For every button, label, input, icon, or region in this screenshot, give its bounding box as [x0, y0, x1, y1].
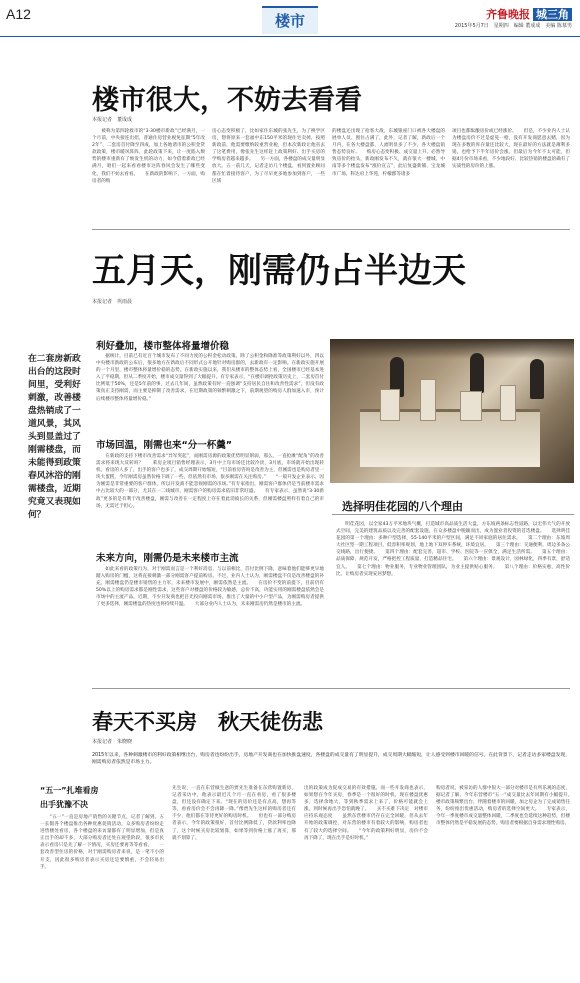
article3-column-1: “五一”一直是房地产销售的关键节点，记者了解到，五一长假各个楼盘推出各种优惠促销活动，众多购房者纷纷走进售楼处看房，各个楼盘的来访量都有了明显增加，但是真正出手的却不多，大部分购房者还处在观望阶段，很多市民表示看房只是先了解一下情况，买房还要再等等看看。 一套改善型住房的价格，对于刚需购房者来说，是一笔不小的开支，因此很多购房者表示买房还是要慎重，不会轻易出手。: [40, 815, 164, 870]
page-header: [0, 0, 580, 40]
article3-byline: 本报记者 朱晓晓: [92, 739, 133, 745]
article3-subhead-b: 出手犹豫不决: [40, 800, 88, 809]
article2-section-2-text: 在新政的支持下楼市改善需求“异军突起”，而刚需房源的政策优势明显削弱，那么，一直抢滩“配角”的改善需求将来现大反转吗？ 莱房企项目销售经理表示，3月中上旬市场还比较冷淡，3月底，市场就开始出现转机，看房的人多了，出手的客户也多了，成交周期开始缩短，“目前看房咨询是改善为主，但刚需也是购房者里一块大蛋糕，今年刚需房虽然价格下调了一些，但依然有市场，很多刚需在关注购房。” “一般开发企业表示，因为刚需是非常重要的客户群体，所以开发商不能忽视刚需的市场。”有专家指出，刚需客户群体仍是当前楼市需求中占比较大的一部分，尤其在一二线城市，刚需客户的购房需求依旧非常旺盛。 有专家表示，虽然说“3·30新政”更多的是有利于改善楼盘，刚需与改善在一定程度上存在着此消彼长的关系，但刚需楼盘照样有着自己的市场，无需过于担心。: [96, 454, 324, 509]
article2-subhead-1: 利好叠加，楼市整体将量增价稳: [96, 341, 230, 352]
page-number: A12: [6, 6, 31, 22]
article3-headline: 春天不买房 秋天徒伤悲: [92, 709, 323, 734]
article1-column-1: 被称为第四轮救市的“3·30楼市新政”已经满月，一个月前，中央接连出招，普通住房营业税免征期“5年改2年”、二套房首付降至四成，加上各地诸市的公积金贷款政策，楼市暖风阵阵，此轮政策下来，让一度陷入颓势的楼市重新有了焕发生机的动力，如今借着新政已经满月，咱们一起来看看楼市这阵春风会发生了哪些变化，我们不妨去看看。 在新政的影响下，一方面，购房者的购: [92, 129, 205, 184]
divider: [92, 229, 570, 230]
article2-byline: 本报记者 巩雨晨: [92, 299, 133, 305]
section-title: 楼市: [262, 6, 318, 34]
article3-column-4: 购房者说，被采访的人群中很大一部分对楼市是有所乐观的态度，据记者了解，今年东营楼市“五一”成交量比去年同期有小幅提升。 楼市政策频繁出台，伴随着楼市的回暖，加之房企为了完成销售任务，纷纷推出优惠活动，购房者的选择空间更大。 专家表示，今年一季度楼市成交量整体回暖，二季度也会延续这种趋势，但楼市整体仍然是平稳发展的态势，购房者要根据自身需求理性购房。: [436, 786, 580, 827]
article3-lead: 2015年以来，各种刺激楼市的利好政策相继出台，购房者也纷纷出手，房地产开发商也在加快推盘速度，各楼盘的成交量有了明显提升，成交周期大幅缩短，让人感受到楼市回暖的信号。在此背景下，记者走访多家楼盘发现，刚需购房者依然是市场主力。: [92, 753, 570, 766]
newspaper-logo: 齐鲁晚报 城三角: [486, 6, 572, 22]
article2-pull-quote: 在二套房新政出台的这段时间里，受利好刺激，改善楼盘热销成了一道风景，其风头到显盖过了刚需楼盘，而未能得到政策春风沐浴的刚需楼盘，近期究竟又表现如何？: [28, 354, 81, 520]
article2-subhead-2: 市场回温，刚需也来“分一杯羹”: [96, 440, 232, 451]
promo-box-title: 选择明佳花园的八个理由: [342, 500, 463, 513]
promo-box-text: 明佳花园，以全家43万平米地块气概，打造城市高品质生活大盘，方东坡两条标志性道路，以宏伟大气的开放式空间，完美的建筑品质以及完善的配套设施，在众多楼盘中脱颖而出，成为置业者投资的首选楼盘。 选择明佳花园的第一个理由：多种户型选择，55-140平米的户型区间，满足不同家庭的居住需求。 第二个理由：东坡周大社区型一期工程项目，低容积率规划，地上地下双停车系统，环境宜居。 第三个理由：交通便利，周边多条公交线路，出行便捷。 第四个理由：配套完善，超市、学校、医院等一应俱全，满足生活所需。 第五个理由：品质保障，规范开发，严格把控工程质量，打造精品住宅。 第六个理由：景观设计，园林绿化，四季有景，舒适宜人。 第七个理由：物业服务，专业物业管理团队，为业主提供贴心服务。 第八个理由：价格实惠，高性价比，让购房者实现安居梦想。: [336, 522, 570, 577]
article2-subhead-3: 未来方向，刚需仍是未来楼市主流: [96, 553, 239, 564]
article3-column-2: 先生说，一直在东营做生意的贾先生准备在东营购置新房，记者采访中，他表示最近几个月一直在看房，看了很多楼盘，但还没有确定下来。“现在的房价还是有点高，想再等等，看看房价会不会再降一降。”像贾先生这样的购房者还有不少，他们都在等待更好的购房时机。 但也有一部分购房者表示，今年的政策很好，首付比例降低了，贷款利率也降了，这个时候买房比较划算，如果等到价格上涨了再买，那就不划算了。: [172, 786, 296, 841]
divider: [92, 688, 570, 689]
promo-box-rule: [332, 514, 574, 515]
article3-column-3: 出的政策成为促成交易的有效措施。而一些开发商也表示，如果想在今年买房，春季是一个很好的时机，现在楼盘优惠多，选择余地大，等到秋季需求上来了，价格可能就会上涨，到时候再出手恐怕就晚了。 买不买难下决定 对楼市应持乐观态度 虽然东营楼市仍存在完全回暖，但从去年开始的政策调控，对东营的楼市有着较大的影响，购房者也有了较大的选择空间。 “今年的政策利好明显，房价不会再下降了，现在出手是好时机。”: [304, 786, 428, 841]
sales-office-photo: [330, 339, 574, 483]
article1-byline: 本报记者 董成成: [92, 117, 133, 123]
article2-section-1-text: 据统计，目前已有近百个城市发布了不同力度的公积金松动政策。除了公积金和降准等政策利好以外，四以中央楼市新政的公布后，很多地方在新政后不同形式公开地针对购房群的，去新政有一定影响。在新政实施开展的一个月里，楼市整体将量增价稳的态势。在新政实施以来，我们从楼市的整体态势上看，全国楼市已经基本进入了平稳期，但从二季度开始，楼市成交量得到了大幅提升。有专家表示，“在楼市调控政策历史上，二套房首付比例低于50%，还是5年前的事，过去几年间，虽然政策有时一直强调“支持居民自住和改善性需求”，但没有政策真正支持刚需，而主要是抑制了改善需求，在近期政策的频繁刺激之下，前期观望的购房人群加速入市，预计后续楼市整体将量增价稳。”: [96, 354, 324, 402]
article1-column-2: 房心态变积极了，比如家住东城的张先生，为了换学区房，想将原来一套福中东150平米的现住宅卖掉，按照新政前，他需要缴纳较重营业税，但本次新政让他省去了这笔费用，像张先生这样赶上政策利好、出手买房的学购房者越来越多。 另一方面，各楼盘的成交量明显放大。五一前几天，记者走访几个楼盘，看到置业顾问都在忙着接待客户，为了尽早更多地参加到客户，一些区域: [212, 129, 325, 184]
article2-section-3-text: 如此来看的政策行为，对于刚需而言是一个利好消息，与以前相比，首付比例下降，意味着他们能够更早地踏入购房的门槛，这将直接刺激一部分刚需客户提前购房。不过，业内人士认为，刚需楼盘不仅是改善楼盘的补充，刚需楼盘仍是楼市销售的主力军，未来楼市发展中，刚需依然是主流。 在房价不变的前提下，目前仍有50%以上的购房需求都是刚性需求，这些客户对楼盘的价格较为敏感，总价不高，功能实用的刚需楼盘依然会是市场中的主流产品。近期，不少开发商也把目光投向刚需市场，推出了大量的中小户型产品，为刚需购房者提供了更多选择，刚需楼盘的热度也将持续升温。 大部分业内人士认为，未来刚需房仍然是楼市的主流。: [96, 567, 324, 608]
article3-subhead-a: “五一”扎堆看房: [40, 786, 99, 795]
article1-column-4: 项目也都酝酿房价或已经涨价。 但是，不少业内人士认为楼盘房价不过是虚晃一枪，没有开发商愿意去赌，因为现在多数的库存量还比较大，现在最好的方法就是薄利多销，也给予下半年房价会涨，但最后为今年不太可能，但据4月份市场来看，不少地段好、比较热销的楼盘的确有了实质性的房价的上涨。: [452, 129, 570, 170]
article2-headline: 五月天，刚需仍占半边天: [92, 251, 466, 291]
header-rule: [0, 36, 580, 37]
issue-meta: 2015年5月7日 星期四 编辑 董成成 美编 陈慕男: [454, 23, 572, 29]
article1-column-3: 的楼盘还出现了抢客大战，东城银座门口被各大楼盘的展单人员、围住占满了，此外，记者了解，新政后一个月内，在各大楼盘都，人流明显多了不少，各大楼盘销售态势良好。 购房心态变积极、成交量上升、必然导致房价的抬头，新政刚发布不久，就有很大一楼城、中南等多个楼盘发布“涨价宣言”，此后复盛新铺、宝龙城市广场、科达府上华苑，柠檬郡等诸多: [332, 129, 445, 177]
article1-headline: 楼市很大，不妨去看看: [92, 85, 362, 116]
